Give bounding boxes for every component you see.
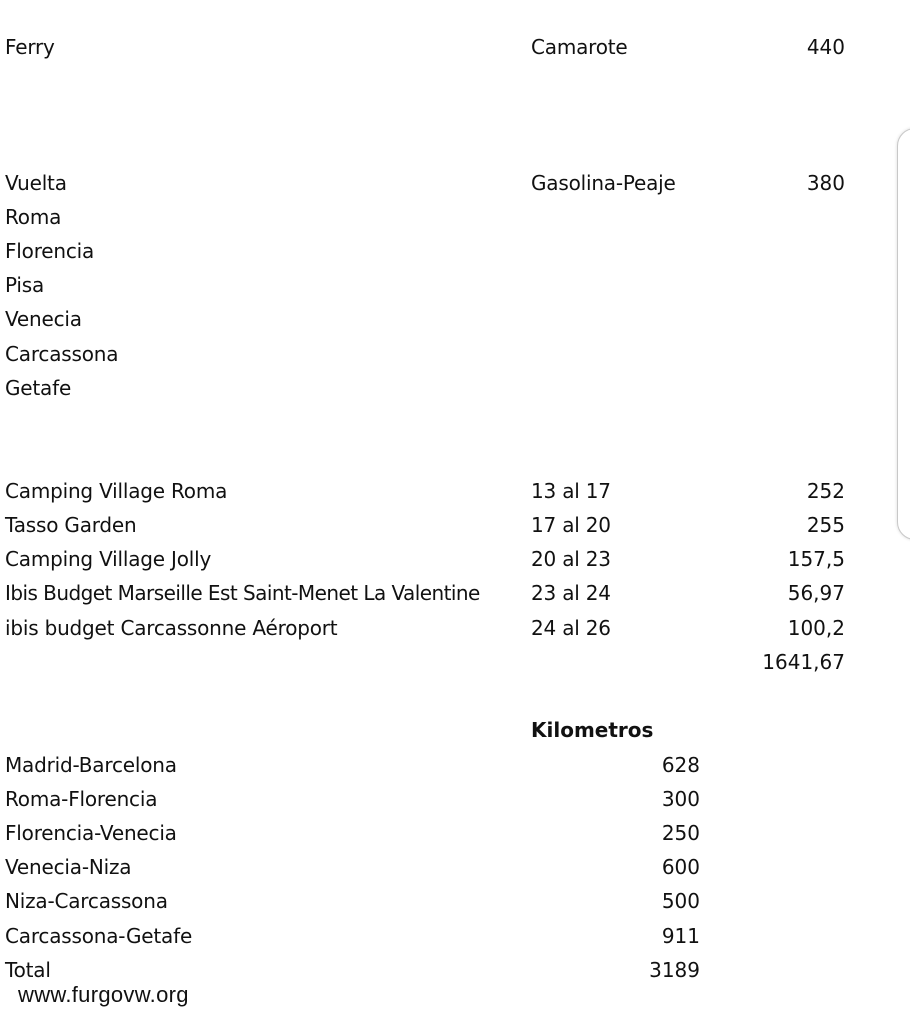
route-km: 300 (661, 787, 700, 811)
lodging-dates: 20 al 23 (531, 547, 611, 571)
route-km: 911 (661, 924, 700, 948)
stop-label: Venecia (5, 307, 82, 331)
total-km: 3189 (649, 958, 700, 982)
vuelta-stop (0, 375, 910, 409)
ferry-detail: Camarote (531, 35, 628, 59)
lodging-amount: 255 (806, 513, 845, 537)
lodging-name: Ibis Budget Marseille Est Saint-Menet La Valentine (5, 581, 480, 605)
distance-row (0, 854, 910, 888)
vuelta-stop (0, 306, 910, 340)
vuelta-amount: 380 (806, 171, 845, 195)
distance-row (0, 820, 910, 854)
total-label: Total (5, 958, 51, 982)
lodging-dates: 13 al 17 (531, 479, 611, 503)
route-km: 500 (661, 889, 700, 913)
stop-label: Carcassona (5, 342, 119, 366)
vuelta-stop (0, 238, 910, 272)
lodging-name: ibis budget Carcassonne Aéroport (5, 616, 338, 640)
distance-row (0, 752, 910, 786)
stop-label: Florencia (5, 239, 95, 263)
lodging-amount: 252 (806, 479, 845, 503)
lodging-name: Tasso Garden (5, 513, 137, 537)
distance-row (0, 786, 910, 820)
route-label: Roma-Florencia (5, 787, 158, 811)
lodging-amount: 100,2 (787, 616, 845, 640)
route-km: 628 (661, 753, 700, 777)
vuelta-stop (0, 341, 910, 375)
route-km: 600 (661, 855, 700, 879)
side-scroll-handle[interactable] (897, 128, 910, 540)
lodging-name: Camping Village Jolly (5, 547, 212, 571)
lodging-dates: 23 al 24 (531, 581, 611, 605)
ferry-label: Ferry (5, 35, 55, 59)
stop-label: Pisa (5, 273, 45, 297)
route-km: 250 (661, 821, 700, 845)
lodging-amount: 157,5 (787, 547, 845, 571)
watermark: www.furgovw.org (18, 982, 189, 1007)
lodging-row (0, 512, 910, 546)
route-label: Madrid-Barcelona (5, 753, 177, 777)
lodging-dates: 17 al 20 (531, 513, 611, 537)
kilometros-header: Kilometros (531, 718, 654, 742)
lodging-row (0, 546, 910, 580)
stop-label: Roma (5, 205, 62, 229)
lodging-name: Camping Village Roma (5, 479, 228, 503)
lodging-total-row (0, 649, 910, 683)
lodging-total: 1641,67 (762, 650, 845, 674)
distances-header-row (0, 717, 910, 751)
lodging-row (0, 580, 910, 614)
vuelta-detail: Gasolina-Peaje (531, 171, 676, 195)
route-label: Carcassona-Getafe (5, 924, 193, 948)
ferry-row (0, 34, 910, 68)
route-label: Niza-Carcassona (5, 889, 168, 913)
vuelta-stop (0, 272, 910, 306)
vuelta-label: Vuelta (5, 171, 67, 195)
vuelta-stop (0, 204, 910, 238)
route-label: Florencia-Venecia (5, 821, 177, 845)
lodging-row (0, 478, 910, 512)
lodging-dates: 24 al 26 (531, 616, 611, 640)
distance-row (0, 888, 910, 922)
ferry-amount: 440 (806, 35, 845, 59)
lodging-amount: 56,97 (787, 581, 845, 605)
vuelta-row (0, 170, 910, 204)
lodging-row (0, 615, 910, 649)
distance-row (0, 923, 910, 957)
stop-label: Getafe (5, 376, 72, 400)
route-label: Venecia-Niza (5, 855, 132, 879)
